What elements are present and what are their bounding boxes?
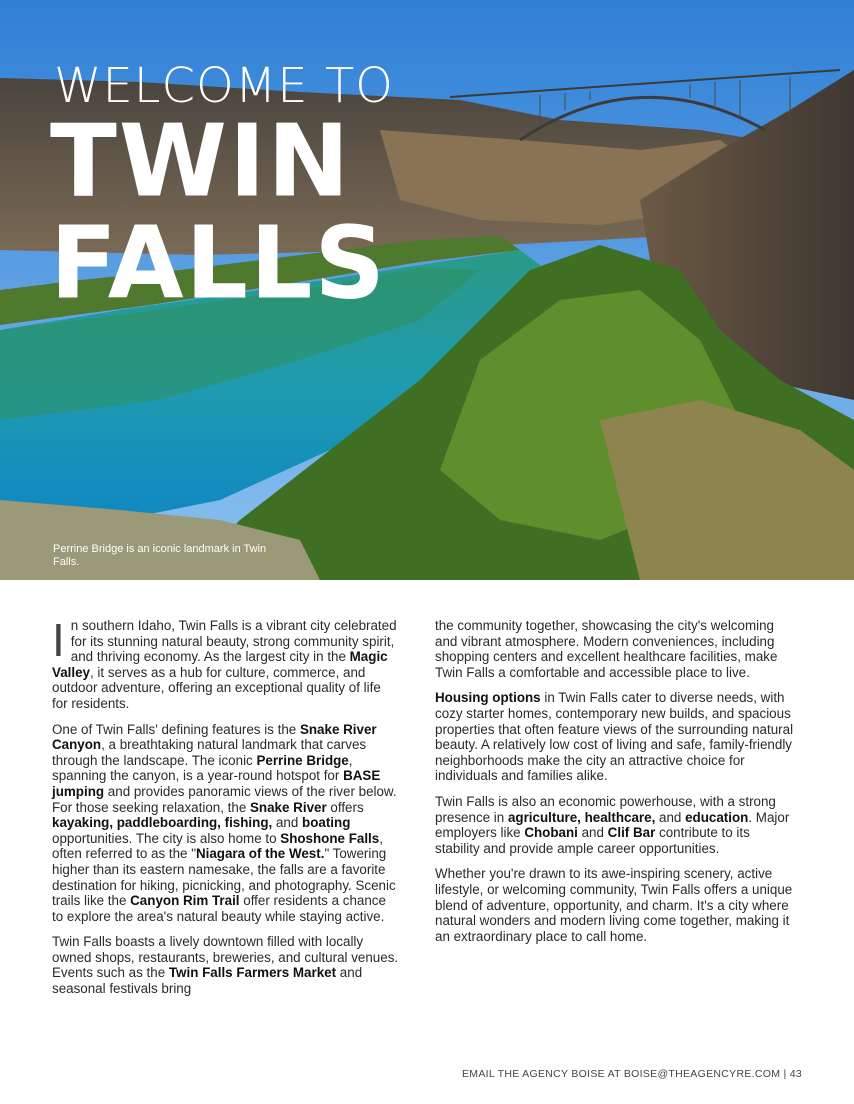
photo-caption: Perrine Bridge is an iconic landmark in Twin Falls. xyxy=(53,543,267,568)
economy-paragraph: Twin Falls is also an economic powerhouse, with a strong presence in agriculture, healthcare, and education. Major employers like Chobani and Clif Bar contribute to its stability and provide ample career opportunities. xyxy=(435,793,790,856)
welcome-heading: WELCOME TO xyxy=(54,58,394,114)
closing-paragraph: Whether you're drawn to its awe-inspiring scenery, active lifestyle, or welcoming community, Twin Falls offers a unique blend of adventure, opportunity, and charm. It's a city where natural wonders and modern living come together, making it an extraordinary place to call home. xyxy=(435,866,793,944)
housing-paragraph: Housing options in Twin Falls cater to diverse needs, with cozy starter homes, contemporary new builds, and spacious properties that often feature views of the surrounding natural beauty. A relatively low cost of living and safe, family-friendly neighborhoods make the city an attractive choice for individuals and families alike. xyxy=(435,690,794,784)
page-footer: EMAIL THE AGENCY BOISE AT BOISE@THEAGENCYRE.COM | 43 xyxy=(462,1068,802,1080)
title-twin: TWIN xyxy=(50,103,352,221)
article-right-column xyxy=(435,618,795,954)
drop-cap: I xyxy=(52,614,65,666)
title-falls: FALLS xyxy=(50,205,388,323)
downtown-paragraph: Twin Falls boasts a lively downtown filled with locally owned shops, restaurants, breweries, and cultural venues. Events such as the Twin Falls Farmers Market and seasonal festivals bring xyxy=(52,934,399,997)
intro-paragraph: In southern Idaho, Twin Falls is a vibrant city celebrated for its stunning natural beauty, strong community spirit, and thriving economy. As the largest city in the Magic Valley, it serves as a hub for culture, commerce, and outdoor adventure, offering an exceptional quality of life for residents. xyxy=(52,614,397,711)
features-paragraph: One of Twin Falls' defining features is the Snake River Canyon, a breathtaking natural landmark that carves through the landscape. The iconic Perrine Bridge, spanning the canyon, is a year-round hotspot for BASE jumping and provides panoramic views of the river below. For those seeking relaxation, the Snake River offers kayaking, paddleboarding, fishing, and boating opportunities. The city is also home to Shoshone Falls, often referred to as the "Niagara of the West." Towering higher than its eastern namesake, the falls are a favorite destination for hiking, picnicking, and photography. Scenic trails like the Canyon Rim Trail offer residents a chance to explore the area's natural beauty while staying active. xyxy=(52,721,397,924)
article-left-column xyxy=(52,614,400,1007)
community-paragraph: the community together, showcasing the city's welcoming and vibrant atmosphere. Modern conveniences, including shopping centers and excellent healthcare facilities, make Twin Falls a comfortable and accessible place to live. xyxy=(435,618,778,680)
